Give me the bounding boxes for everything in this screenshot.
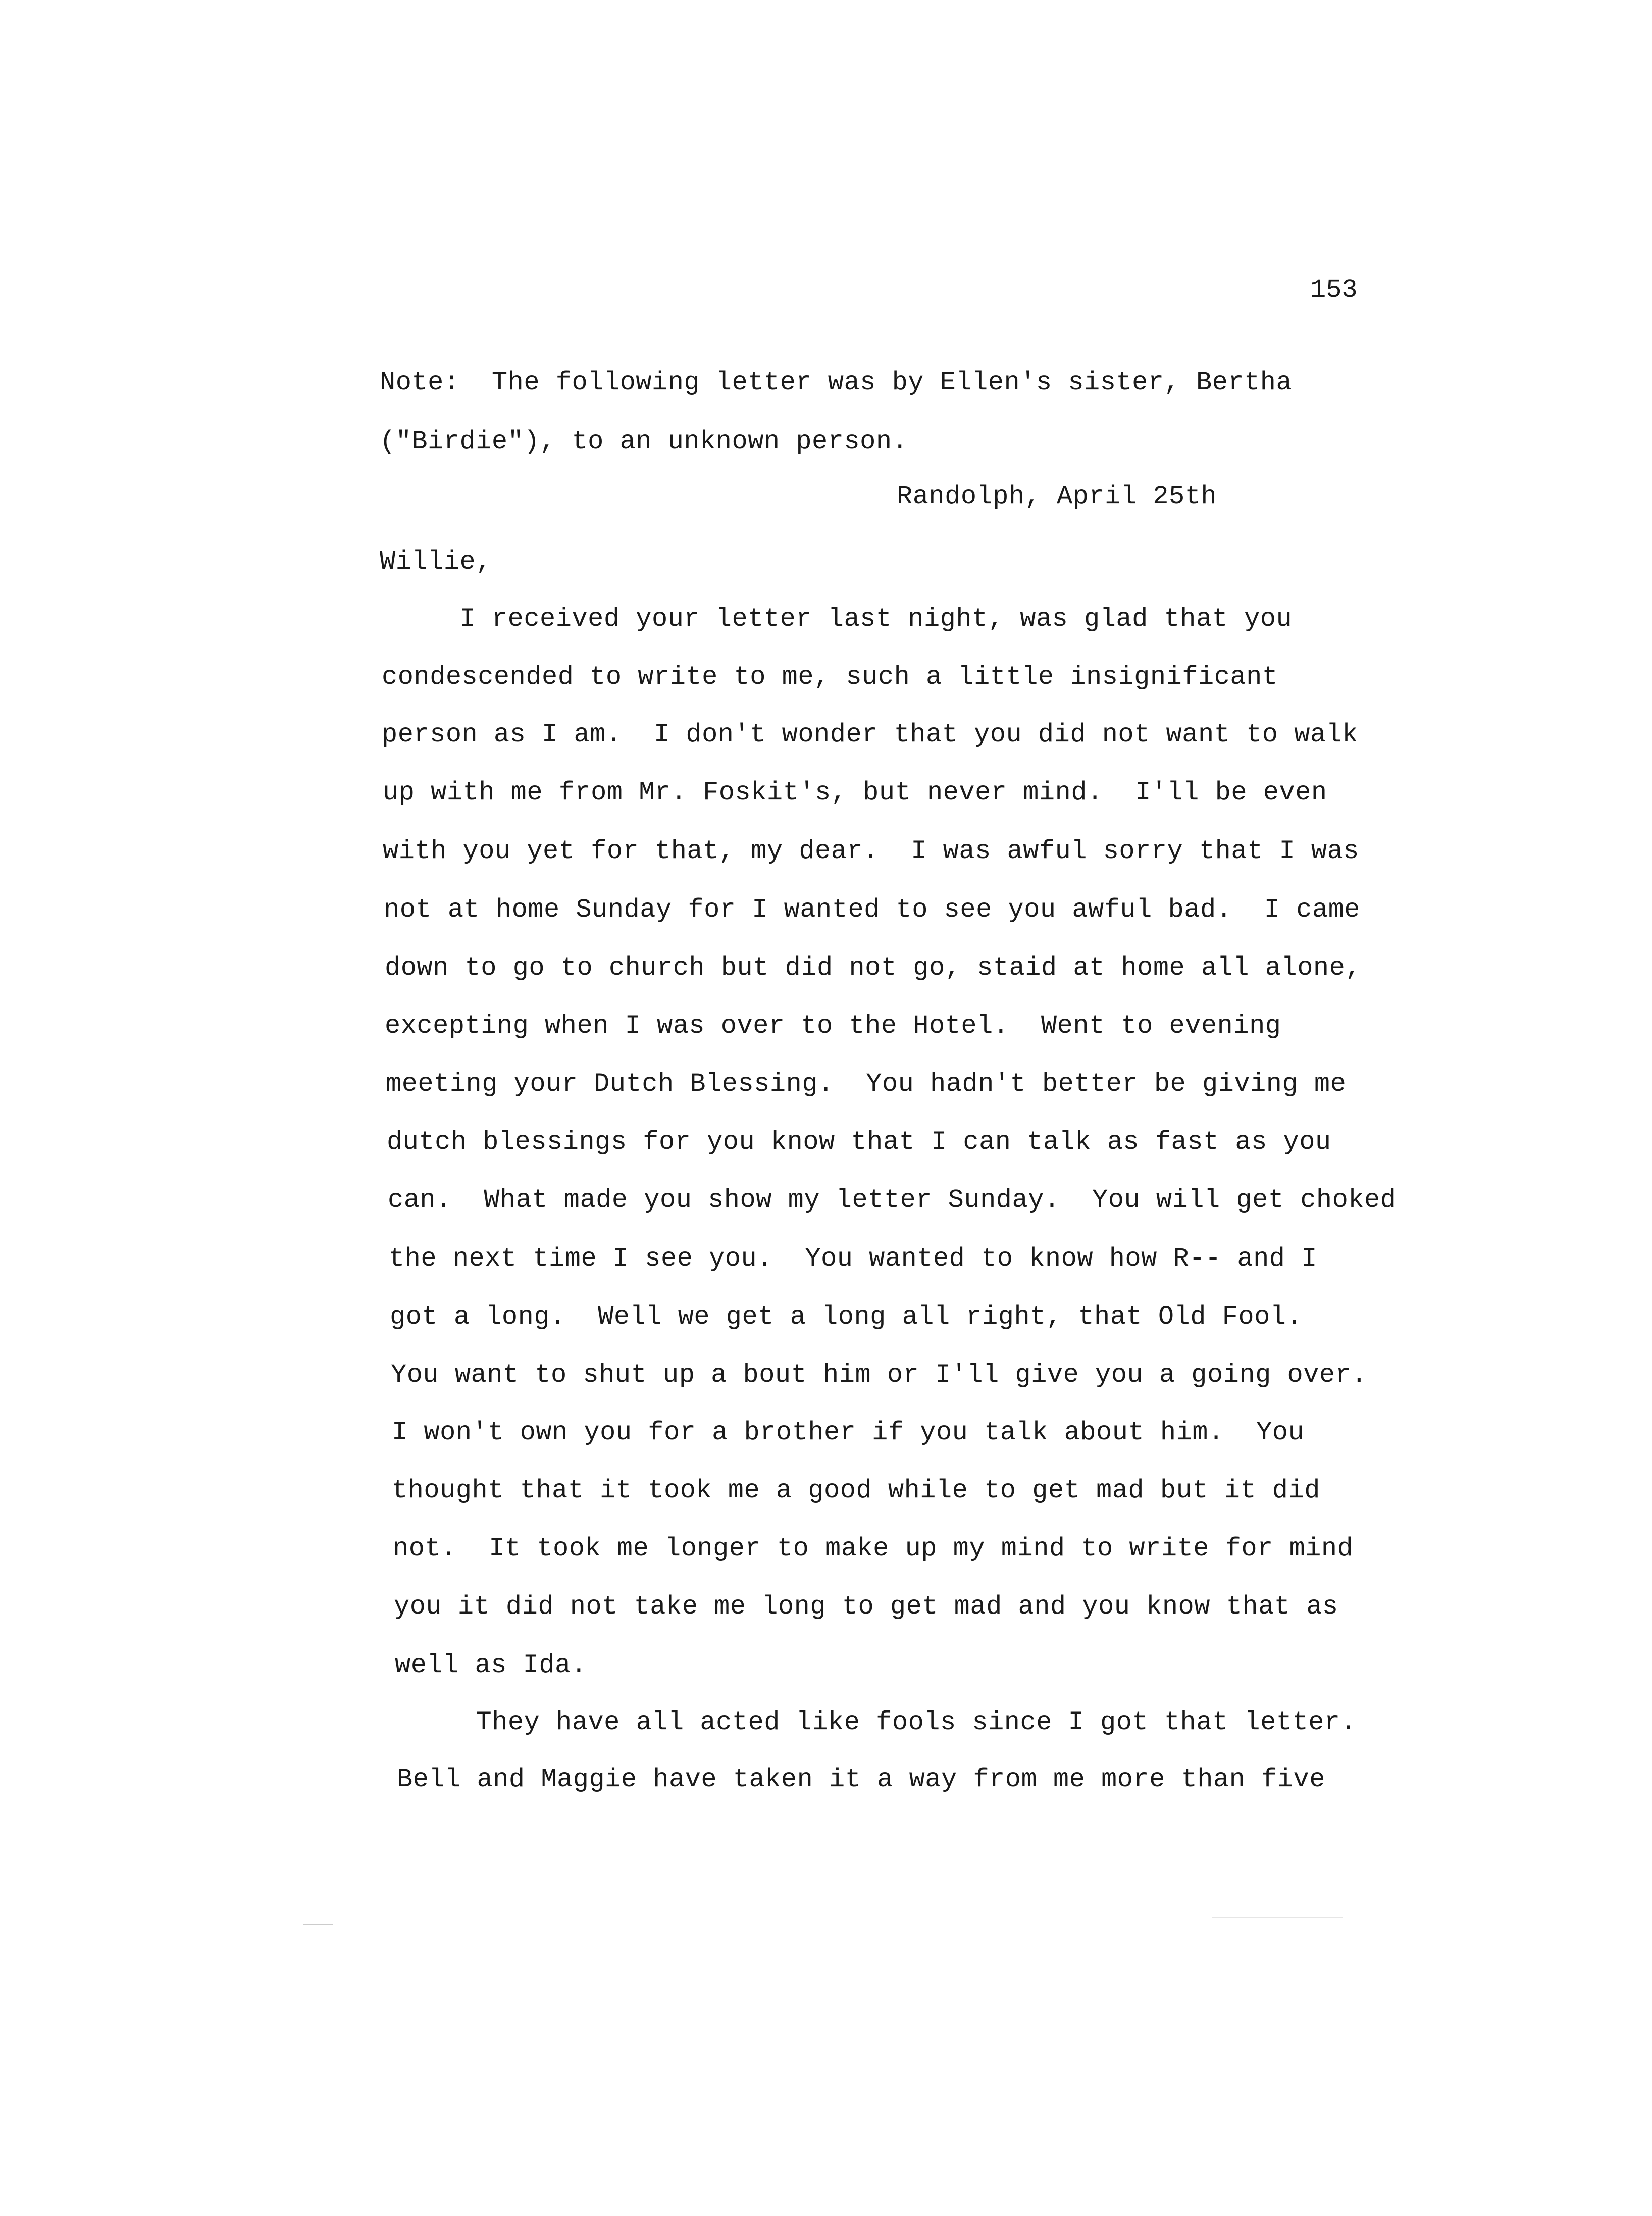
- body-line: down to go to church but did not go, staid at home all alone,: [385, 953, 1362, 983]
- scan-speck: [303, 1924, 333, 1925]
- body-line: Bell and Maggie have taken it a way from me more than five: [397, 1765, 1325, 1794]
- body-line: dutch blessings for you know that I can talk as fast as you: [387, 1127, 1331, 1157]
- body-line: can. What made you show my letter Sunday. You will get choked: [388, 1185, 1397, 1215]
- note-line: ("Birdie"), to an unknown person.: [380, 427, 908, 457]
- page-number: 153: [1310, 275, 1358, 305]
- body-line: meeting your Dutch Blessing. You hadn't better be giving me: [386, 1069, 1347, 1099]
- scan-speck: [1212, 1917, 1343, 1918]
- note-line: Note: The following letter was by Ellen's sister, Bertha: [380, 368, 1293, 397]
- body-line: not at home Sunday for I wanted to see you awful bad. I came: [384, 895, 1361, 925]
- body-line: I won't own you for a brother if you talk about him. You: [392, 1418, 1305, 1447]
- body-line: They have all acted like fools since I got that letter.: [396, 1707, 1357, 1737]
- salutation: Willie,: [380, 547, 492, 577]
- body-line: you it did not take me long to get mad and you know that as: [394, 1592, 1338, 1622]
- body-line: the next time I see you. You wanted to know how R-- and I: [389, 1244, 1317, 1274]
- body-line: well as Ida.: [395, 1650, 587, 1680]
- body-line: not. It took me longer to make up my mind to write for mind: [393, 1534, 1354, 1564]
- body-line: You want to shut up a bout him or I'll give you a going over.: [391, 1360, 1368, 1390]
- body-line: excepting when I was over to the Hotel. Went to evening: [385, 1011, 1281, 1041]
- body-line: up with me from Mr. Foskit's, but never mind. I'll be even: [383, 778, 1327, 808]
- dateline: Randolph, April 25th: [897, 482, 1217, 512]
- body-line: with you yet for that, my dear. I was awful sorry that I was: [383, 836, 1360, 866]
- body-line: I received your letter last night, was glad that you: [380, 604, 1293, 634]
- body-line: got a long. Well we get a long all right, that Old Fool.: [390, 1302, 1303, 1332]
- body-line: condescended to write to me, such a little insignificant: [382, 662, 1278, 692]
- body-line: thought that it took me a good while to get mad but it did: [392, 1476, 1320, 1505]
- body-line: person as I am. I don't wonder that you did not want to walk: [382, 720, 1359, 749]
